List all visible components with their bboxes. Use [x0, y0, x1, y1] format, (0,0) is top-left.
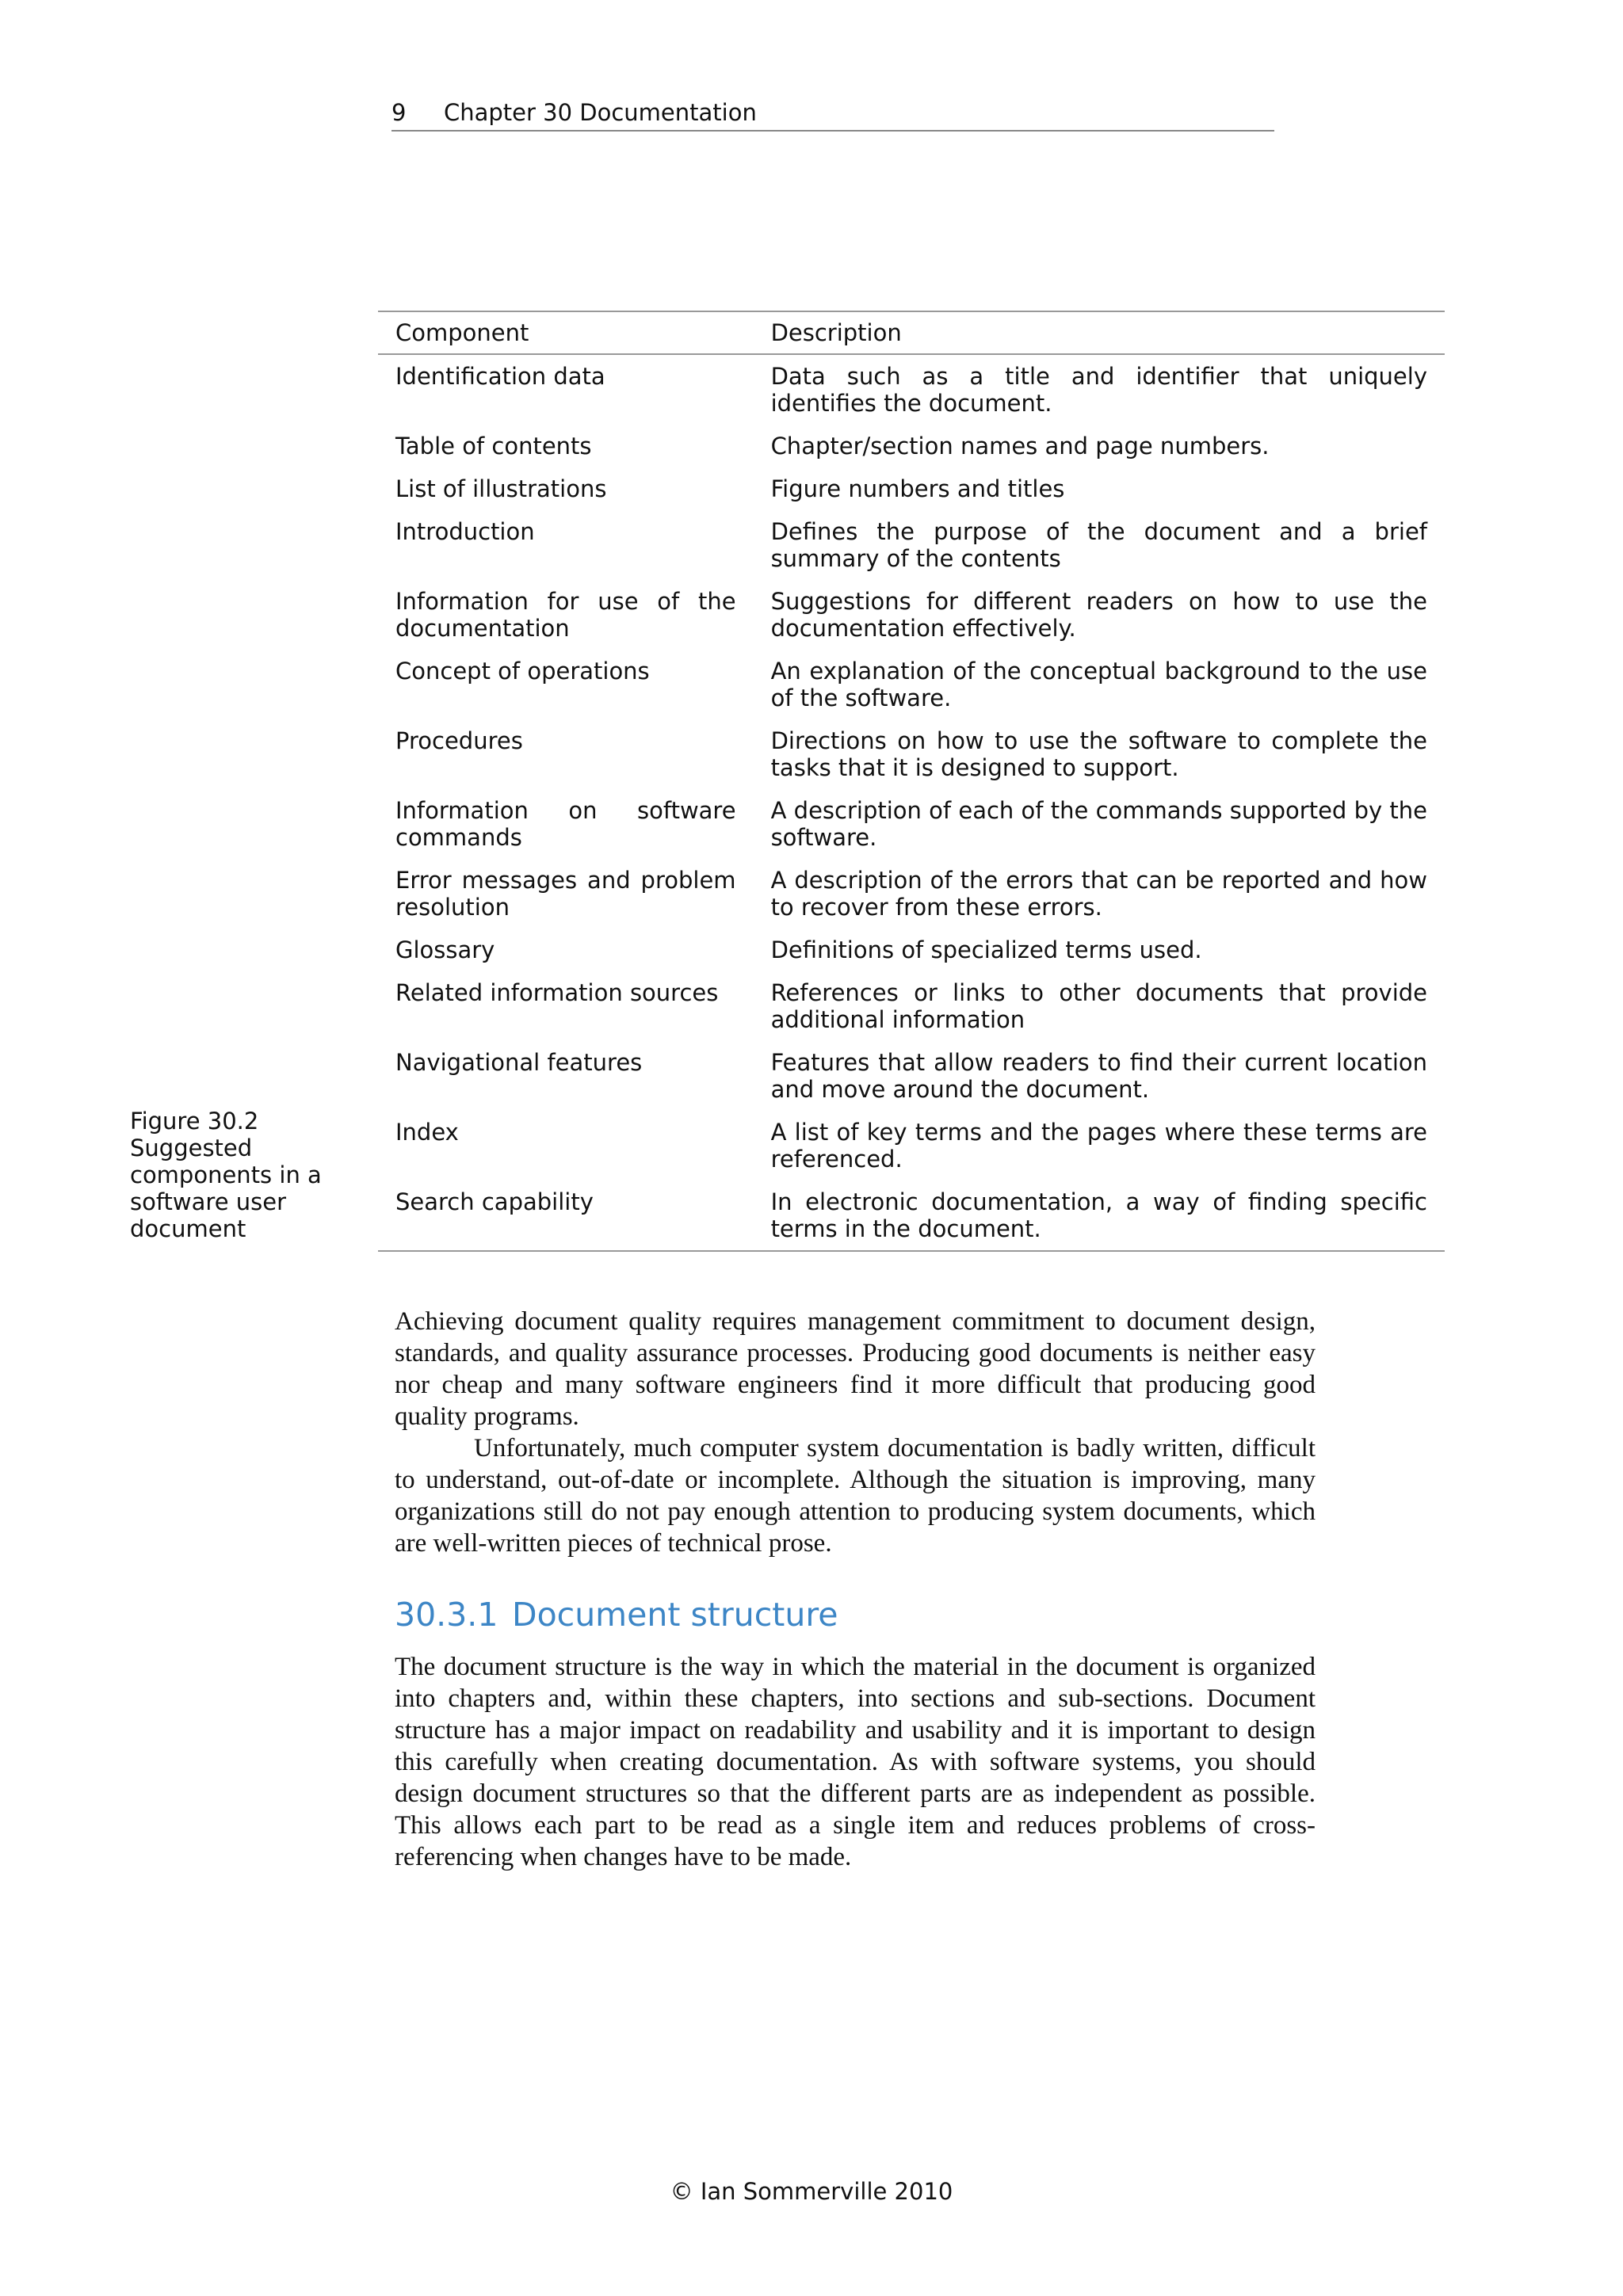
component-cell: List of illustrations	[395, 475, 607, 502]
page-footer	[0, 2177, 1623, 2206]
figure-caption-line: Figure 30.2	[130, 1108, 259, 1135]
table-row	[378, 1180, 1445, 1251]
description-cell: A description of the errors that can be reported and how to recover from these errors.	[770, 867, 1427, 921]
table-row	[378, 789, 1445, 859]
table-row	[378, 929, 1445, 971]
body-paragraph: Unfortunately, much computer system documentation is badly written, difficult to understand, out-of-date or incomplete. Although the situation is improving, many organizations still do not pay enough attention to producing system documents, which are well-written pieces of technical prose.	[395, 1434, 1316, 1558]
component-cell: Error messages and problem resolution	[395, 867, 736, 921]
figure-caption-line: Suggested	[130, 1135, 253, 1161]
section-title: Document structure	[512, 1596, 838, 1634]
table-row	[378, 971, 1445, 1041]
table-row	[378, 719, 1445, 789]
component-cell: Navigational features	[395, 1049, 643, 1076]
table-row	[378, 510, 1445, 580]
column-header-description: Description	[754, 311, 1445, 354]
description-cell: References or links to other documents that provide additional information	[770, 979, 1427, 1033]
body-paragraph: Achieving document quality requires management commitment to document design, standards, and quality assurance processes. Producing good documents is neither easy nor cheap and many software engineers find it more difficult that producing good quality programs.	[395, 1307, 1316, 1431]
table-row	[378, 580, 1445, 650]
description-cell: A list of key terms and the pages where these terms are referenced.	[770, 1119, 1427, 1173]
description-cell: Suggestions for different readers on how to use the documentation effectively.	[770, 588, 1427, 642]
description-cell: Definitions of specialized terms used.	[770, 936, 1202, 963]
description-cell: An explanation of the conceptual background to the use of the software.	[770, 658, 1427, 711]
component-cell: Related information sources	[395, 979, 719, 1006]
table-row	[378, 467, 1445, 510]
table-row	[378, 1041, 1445, 1111]
running-header	[391, 97, 1274, 132]
component-cell: Information on software commands	[395, 797, 736, 851]
component-cell: Glossary	[395, 936, 495, 963]
description-cell: A description of each of the commands supported by the software.	[770, 797, 1427, 851]
component-cell: Table of contents	[395, 433, 592, 460]
column-header-component: Component	[378, 311, 754, 354]
table-row	[378, 425, 1445, 467]
description-cell: Defines the purpose of the document and a brief summary of the contents	[770, 518, 1427, 572]
table-header-row	[378, 311, 1445, 354]
section-body	[395, 1651, 1316, 1873]
figure-caption-line: software user	[130, 1188, 287, 1215]
component-cell: Identification data	[395, 363, 605, 390]
section-number: 30.3.1	[395, 1596, 498, 1634]
figure-caption	[130, 1108, 368, 1242]
description-cell: Figure numbers and titles	[770, 475, 1065, 502]
chapter-title: Chapter 30 Documentation	[444, 99, 757, 126]
description-cell: Data such as a title and identifier that uniquely identifies the document.	[770, 363, 1427, 417]
section-paragraph: The document structure is the way in which the material in the document is organized into chapters and, within these chapters, into sections and sub-sections. Document structure has a major impact on readability and usability and it is important to design this carefully when creating documentation. As with software systems, you should design document structures so that the different parts are as independent as possible. This allows each part to be read as a single item and reduces problems of cross-referencing when changes have to be made.	[395, 1653, 1316, 1871]
description-cell: Features that allow readers to find their current location and move around the document.	[770, 1049, 1427, 1103]
component-cell: Information for use of the documentation	[395, 588, 736, 642]
figure-caption-line: document	[130, 1215, 246, 1242]
description-cell: Chapter/section names and page numbers.	[770, 433, 1270, 460]
component-cell: Procedures	[395, 727, 523, 754]
copyright-notice: © Ian Sommerville 2010	[670, 2178, 953, 2205]
table-row	[378, 354, 1445, 425]
component-cell: Concept of operations	[395, 658, 650, 685]
description-cell: Directions on how to use the software to complete the tasks that it is designed to support.	[770, 727, 1427, 781]
table-row	[378, 1111, 1445, 1180]
section-heading	[395, 1595, 838, 1634]
body-text	[395, 1306, 1316, 1559]
table-row	[378, 859, 1445, 929]
components-table	[378, 311, 1445, 1252]
description-cell: In electronic documentation, a way of finding specific terms in the document.	[770, 1188, 1427, 1242]
figure-caption-line: components in a	[130, 1161, 322, 1188]
component-cell: Index	[395, 1119, 459, 1146]
table-row	[378, 650, 1445, 719]
component-cell: Introduction	[395, 518, 535, 545]
page-number: 9	[391, 99, 407, 126]
component-cell: Search capability	[395, 1188, 594, 1215]
